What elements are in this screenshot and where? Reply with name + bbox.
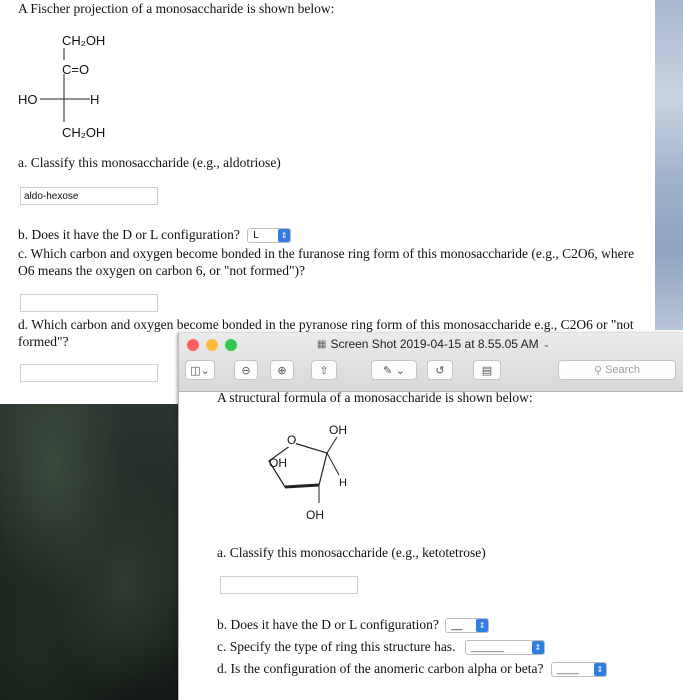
preview-window	[178, 333, 683, 700]
q1-answer-a-input[interactable]: aldo-hexose	[20, 187, 158, 205]
toolbox-button[interactable]	[473, 360, 501, 380]
q2-part-d-row	[217, 660, 607, 677]
q2-part-c: c. Specify the type of ring this structure has.	[217, 639, 456, 654]
q2-anomeric-select[interactable]: ____ ⇕	[551, 662, 607, 677]
zoom-out-button[interactable]	[234, 360, 258, 380]
zoom-out-icon: ⊖	[241, 363, 251, 377]
q2-part-a: a. Classify this monosaccharide (e.g., ketotetrose)	[217, 545, 486, 560]
q2-intro: A structural formula of a monosaccharide is shown below:	[217, 390, 533, 405]
q1-configuration-value: L	[253, 230, 259, 242]
select-stepper-icon: ⇕	[476, 619, 488, 632]
ring-oh-top: OH	[329, 423, 347, 437]
select-stepper-icon: ⇕	[594, 663, 606, 676]
rotate-button[interactable]	[427, 360, 453, 380]
q1-answer-d-input[interactable]	[20, 364, 158, 382]
search-placeholder: Search	[605, 364, 640, 376]
fischer-ho: HO	[18, 92, 38, 107]
chevron-down-icon[interactable]: ⌄	[542, 338, 551, 349]
q1-answer-c-input[interactable]	[20, 294, 158, 312]
q2-answer-a-input[interactable]	[220, 576, 358, 594]
sidebar-icon: ◫⌄	[190, 363, 210, 377]
fischer-carbonyl: C=O	[62, 62, 90, 77]
zoom-in-button[interactable]	[270, 360, 294, 380]
document-icon: ▦	[317, 338, 327, 350]
q2-part-c-row	[217, 638, 545, 655]
sidebar-toggle-button[interactable]	[185, 360, 215, 380]
q2-part-b-row	[217, 616, 489, 633]
rotate-icon: ↺	[435, 363, 445, 377]
zoom-button[interactable]	[225, 339, 237, 351]
desktop-wallpaper-strip	[655, 0, 683, 330]
q1-configuration-select[interactable]	[247, 228, 291, 243]
ring-h: H	[339, 477, 347, 489]
select-stepper-icon: ⇕	[278, 229, 290, 242]
zoom-in-icon: ⊕	[277, 363, 287, 377]
preview-titlebar	[179, 333, 683, 392]
q2-configuration-select[interactable]	[445, 618, 489, 633]
ring-oxygen: O	[287, 433, 297, 447]
ring-oh-left: OH	[269, 456, 287, 470]
close-button[interactable]	[187, 339, 199, 351]
q2-configuration-value: __	[451, 620, 463, 632]
ring-oh-bottom: OH	[306, 508, 324, 522]
q1-intro: A Fischer projection of a monosaccharide is shown below:	[18, 1, 335, 16]
window-title: Screen Shot 2019-04-15 at 8.55.05 AM	[330, 337, 539, 351]
fischer-h: H	[90, 92, 100, 107]
toolbox-icon: ▤	[481, 363, 493, 377]
share-button[interactable]	[311, 360, 337, 380]
markup-pen-icon: ✎ ⌄	[383, 363, 405, 377]
fischer-bottom: CH₂OH	[62, 125, 106, 140]
search-icon: ⚲	[594, 364, 603, 377]
q1-part-b: b. Does it have the D or L configuration?	[18, 227, 240, 242]
search-field[interactable]	[558, 360, 676, 380]
q1-part-b-row	[18, 226, 291, 243]
select-stepper-icon: ⇕	[532, 641, 544, 654]
q2-ring-type-select[interactable]: ______ ⇕	[465, 640, 545, 655]
q2-part-d: d. Is the configuration of the anomeric carbon alpha or beta?	[217, 661, 544, 676]
fischer-top: CH₂OH	[62, 33, 106, 48]
markup-button[interactable]	[371, 360, 417, 380]
desktop-wallpaper-forest	[0, 404, 178, 700]
q1-part-c: c. Which carbon and oxygen become bonded in the furanose ring form of this monosaccharide (e.g., C2O6, where O6 means the oxygen on carbon 6, or "not formed")?	[18, 246, 635, 278]
q1-part-d: d. Which carbon and oxygen become bonded in the pyranose ring form of this monosaccharide e.g., C2O6 or "not formed"?	[18, 317, 634, 349]
q2-part-b: b. Does it have the D or L configuration?	[217, 617, 439, 632]
window-title-row	[317, 337, 550, 351]
minimize-button[interactable]	[206, 339, 218, 351]
q1-part-a: a. Classify this monosaccharide (e.g., aldotriose)	[18, 155, 281, 170]
share-icon: ⇧	[319, 363, 329, 377]
